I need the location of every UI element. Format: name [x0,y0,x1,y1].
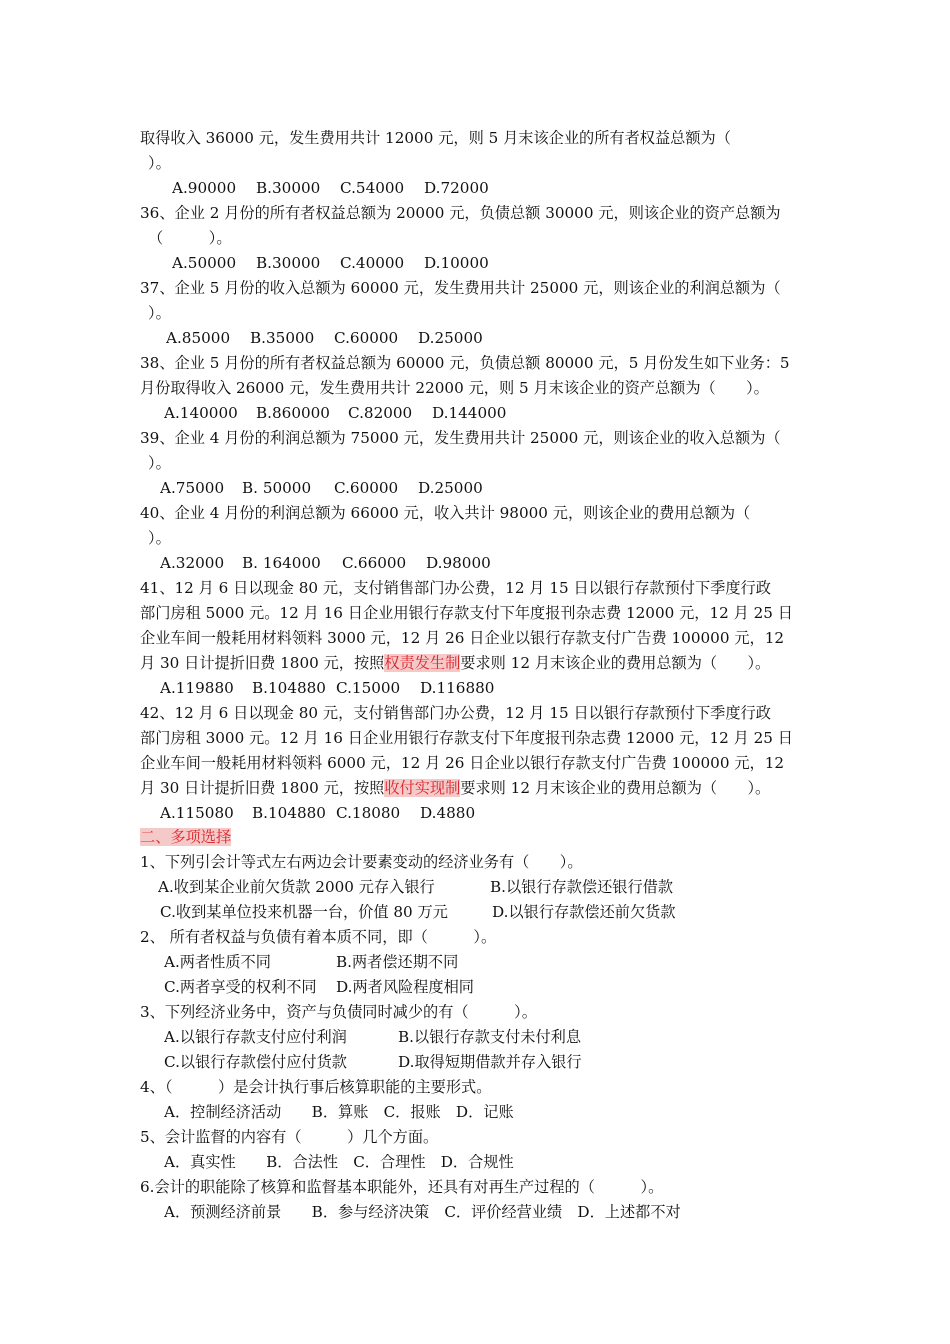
option-b: B.860000 [256,404,330,422]
option-b: B. 164000 [242,554,321,572]
q38-options [164,401,840,425]
m5-stem: 5、会计监督的内容有（ ）几个方面。 [140,1128,439,1146]
q36-options [172,251,848,275]
q42-line4-post: 要求则 12 月末该企业的费用总额为（ ）。 [460,779,771,797]
q37-text-line2: ）。 [148,304,171,322]
option-a: A.两者性质不同 [164,953,271,971]
q41-options [160,676,836,700]
option-c: C.两者享受的权利不同 [164,978,317,996]
q42-text-line1: 42、12 月 6 日以现金 80 元，支付销售部门办公费，12 月 15 日以银行存款预付下季度行政 [140,704,771,722]
option-c: C.60000 [334,479,399,497]
q41-text-line1: 41、12 月 6 日以现金 80 元，支付销售部门办公费，12 月 15 日以银行存款预付下季度行政 [140,579,771,597]
q37-options [166,326,842,350]
option-a: A.75000 [160,479,225,497]
option-d: D.144000 [432,404,507,422]
option-d: D.98000 [426,554,491,572]
option-c: C.60000 [334,329,399,347]
m3-options-row2 [164,1050,840,1074]
q39-options [160,476,836,500]
option-c: C.15000 [336,679,401,697]
m1-options-row2 [160,900,836,924]
option-c: C.54000 [340,179,405,197]
q35-text-line1: 取得收入 36000 元，发生费用共计 12000 元，则 5 月末该企业的所有者权益总额为（ [140,129,731,147]
m5-options: A．真实性 B．合法性 C．合理性 D．合规性 [164,1153,514,1171]
option-d: D.取得短期借款并存入银行 [398,1053,582,1071]
option-a: A.85000 [166,329,231,347]
option-a: A.140000 [164,404,238,422]
q38-text-line2: 月份取得收入 26000 元，发生费用共计 22000 元，则 5 月末该企业的资产总额为（ ）。 [140,379,769,397]
option-a: A.收到某企业前欠货款 2000 元存入银行 [158,878,435,896]
option-d: D.116880 [420,679,495,697]
m4-options: A．控制经济活动 B．算账 C．报账 D．记账 [164,1103,514,1121]
q40-options [160,551,836,575]
m1-options-row1 [158,875,834,899]
q41-line4-pre: 月 30 日计提折旧费 1800 元，按照 [140,654,385,672]
option-d: D.两者风险程度相同 [336,978,474,996]
option-a: A.以银行存款支付应付利润 [164,1028,347,1046]
option-b: B. 50000 [242,479,312,497]
q39-text-line1: 39、企业 4 月份的利润总额为 75000 元，发生费用共计 25000 元，则该企业的收入总额为（ [140,429,781,447]
q42-options [160,801,836,825]
section-title [140,825,816,849]
q40-text-line2: ）。 [148,529,171,547]
m3-stem: 3、下列经济业务中，资产与负债同时减少的有（ ）。 [140,1003,537,1021]
q41-line4-post: 要求则 12 月末该企业的费用总额为（ ）。 [460,654,771,672]
m2-options-row1 [164,950,840,974]
option-b: B.以银行存款偿还银行借款 [490,878,674,896]
option-b: B.两者偿还期不同 [336,953,459,971]
q42-text-line4 [140,776,816,800]
m6-stem: 6.会计的职能除了核算和监督基本职能外，还具有对再生产过程的（ ）。 [140,1178,664,1196]
option-a: A.50000 [172,254,237,272]
q41-text-line3: 企业车间一般耗用材料领料 3000 元，12 月 26 日企业以银行存款支付广告费 100000 元，12 [140,629,785,647]
option-c: C.40000 [340,254,405,272]
option-d: D.以银行存款偿还前欠货款 [492,903,676,921]
m3-options-row1 [164,1025,840,1049]
option-c: C.82000 [348,404,413,422]
option-c: C.以银行存款偿付应付货款 [164,1053,347,1071]
m2-options-row2 [164,975,840,999]
q35-options [172,176,848,200]
option-d: D.72000 [424,179,489,197]
option-b: B.30000 [256,254,321,272]
option-b: B.35000 [250,329,315,347]
q36-text-line2: （ ）。 [148,229,232,247]
highlight-accrual-basis: 权责发生制 [384,654,461,672]
q41-text-line4 [140,651,816,675]
option-c: C.18080 [336,804,401,822]
option-b: B.以银行存款支付未付利息 [398,1028,582,1046]
q39-text-line2: ）。 [148,454,171,472]
m6-options: A．预测经济前景 B．参与经济决策 C．评价经营业绩 D．上述都不对 [164,1203,681,1221]
highlight-cash-basis: 收付实现制 [384,779,461,797]
q42-line4-pre: 月 30 日计提折旧费 1800 元，按照 [140,779,385,797]
q41-text-line2: 部门房租 5000 元。12 月 16 日企业用银行存款支付下年度报刊杂志费 12000 元，12 月 25 日 [140,604,793,622]
option-b: B.104880 [252,804,326,822]
q36-text-line1: 36、企业 2 月份的所有者权益总额为 20000 元，负债总额 30000 元，则该企业的资产总额为 [140,204,781,222]
q37-text-line1: 37、企业 5 月份的收入总额为 60000 元，发生费用共计 25000 元，则该企业的利润总额为（ [140,279,781,297]
m4-stem: 4、（ ）是会计执行事后核算职能的主要形式。 [140,1078,492,1096]
q42-text-line2: 部门房租 3000 元。12 月 16 日企业用银行存款支付下年度报刊杂志费 12000 元，12 月 25 日 [140,729,793,747]
option-a: A.119880 [160,679,234,697]
q40-text-line1: 40、企业 4 月份的利润总额为 66000 元，收入共计 98000 元，则该企业的费用总额为（ [140,504,751,522]
option-d: D.4880 [420,804,476,822]
option-a: A.90000 [172,179,237,197]
option-b: B.30000 [256,179,321,197]
q38-text-line1: 38、企业 5 月份的所有者权益总额为 60000 元，负债总额 80000 元，5 月份发生如下业务：5 [140,354,790,372]
option-a: A.32000 [160,554,225,572]
section-title-text: 二、多项选择 [140,828,232,846]
option-a: A.115080 [160,804,234,822]
m2-stem: 2、 所有者权益与负债有着本质不同，即（ ）。 [140,928,497,946]
q35-text-line2: ）。 [148,154,171,172]
option-d: D.25000 [418,329,483,347]
m1-stem: 1、下列引会计等式左右两边会计要素变动的经济业务有（ ）。 [140,853,583,871]
q42-text-line3: 企业车间一般耗用材料领料 6000 元，12 月 26 日企业以银行存款支付广告费 100000 元，12 [140,754,785,772]
option-c: C.收到某单位投来机器一台，价值 80 万元 [160,903,448,921]
option-b: B.104880 [252,679,326,697]
option-d: D.10000 [424,254,489,272]
option-d: D.25000 [418,479,483,497]
option-c: C.66000 [342,554,407,572]
